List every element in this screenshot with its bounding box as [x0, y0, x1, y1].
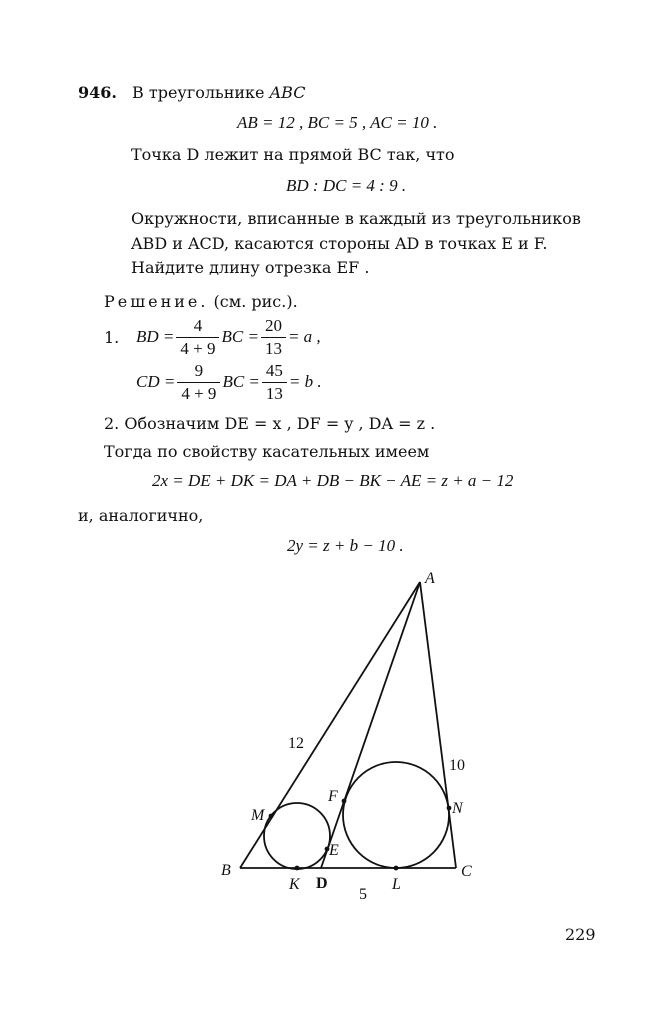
incircle-acd [343, 762, 449, 868]
point-m [269, 814, 274, 819]
label-e: E [329, 842, 339, 859]
label-c: C [461, 863, 472, 880]
label-d: D [316, 875, 328, 892]
sides-equation: AB = 12 , BC = 5 , AC = 10 . [237, 113, 438, 132]
side-ac [420, 582, 456, 868]
label-m: M [251, 807, 265, 824]
triangle-name: ABC [269, 83, 306, 102]
side-label-ab: 12 [288, 735, 304, 752]
point-f [342, 799, 347, 804]
bd-mid: BC = [221, 327, 259, 346]
incircle-abd [264, 803, 330, 869]
side-label-dc: 5 [359, 886, 367, 903]
cd-rhs: = b . [288, 372, 322, 391]
label-l: L [392, 876, 401, 893]
solution-ref: (см. рис.). [208, 292, 298, 311]
side-ab [240, 582, 420, 868]
bd-val-den: 13 [264, 338, 282, 358]
point-d-text: Точка D лежит на прямой BC так, что [131, 145, 455, 164]
bd-frac-num: 4 [176, 317, 219, 338]
bd-lhs: BD = [136, 327, 175, 346]
equation-2y: 2y = z + b − 10 . [287, 536, 404, 555]
tangent-text: Тогда по свойству касательных имеем [104, 442, 430, 461]
cd-frac-num: 9 [177, 362, 220, 383]
page-number: 229 [565, 925, 596, 944]
label-a: A [425, 570, 435, 587]
step1-number: 1. [104, 327, 120, 347]
bd-rhs: = a , [287, 327, 321, 346]
intro-text: В треугольнике [132, 83, 270, 102]
side-label-ac: 10 [449, 757, 465, 774]
solution-label: Решение. [104, 292, 209, 311]
label-b: B [221, 862, 231, 879]
cd-val-den: 13 [265, 383, 283, 403]
point-n [447, 806, 452, 811]
point-l [394, 866, 399, 871]
bd-frac-den: 4 + 9 [180, 338, 216, 358]
cd-frac-den: 4 + 9 [181, 383, 217, 403]
ratio-equation: BD : DC = 4 : 9 . [286, 176, 407, 195]
circles-text-line2: ABD и ACD, касаются стороны AD в точках E и F. [131, 234, 548, 253]
question-text: Найдите длину отрезка EF . [131, 258, 370, 277]
similarly-text: и, аналогично, [78, 506, 204, 525]
label-k: K [289, 876, 300, 893]
cd-lhs: CD = [136, 372, 176, 391]
equation-2x: 2x = DE + DK = DA + DB − BK − AE = z + a − 12 [152, 471, 514, 490]
cd-val-num: 45 [262, 362, 287, 383]
point-k [295, 866, 300, 871]
circles-text-line1: Окружности, вписанные в каждый из треугольников [131, 209, 581, 228]
label-n: N [452, 800, 463, 817]
cevian-ad [321, 582, 420, 868]
bd-val-num: 20 [261, 317, 286, 338]
label-f: F [328, 788, 338, 805]
cd-mid: BC = [222, 372, 260, 391]
problem-number: 946. [78, 83, 117, 102]
step2-text: 2. Обозначим DE = x , DF = y , DA = z . [104, 414, 436, 433]
